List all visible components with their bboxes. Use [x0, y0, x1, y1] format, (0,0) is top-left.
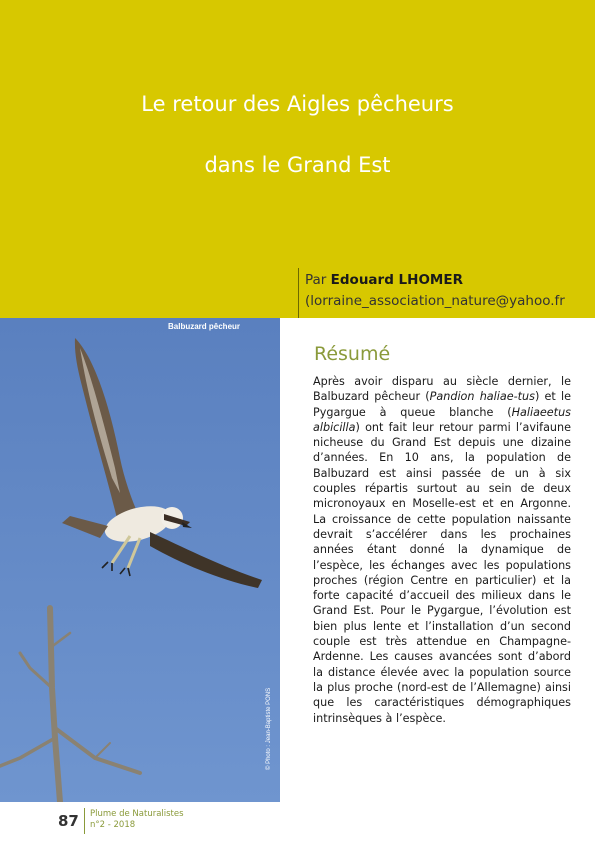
author-prefix: Par	[305, 272, 327, 288]
abstract-part-2: ) et le Pygargue à queue blanche (	[313, 390, 571, 419]
abstract-text	[313, 374, 571, 726]
author-email: (lorraine_association_nature@yahoo.fr	[305, 293, 565, 309]
article-title-line-2: dans le Grand Est	[204, 153, 391, 177]
journal-name: Plume de Naturalistes	[90, 809, 184, 819]
osprey-illustration	[0, 318, 280, 802]
photo-credit: © Photo : Jean-Baptiste PONS	[266, 687, 272, 770]
photo-caption: Balbuzard pêcheur	[168, 322, 241, 331]
journal-info	[90, 809, 184, 831]
author-name: Edouard LHOMER	[330, 272, 463, 288]
author-line	[305, 271, 463, 289]
abstract-heading: Résumé	[314, 343, 391, 365]
species-name-osprey: Pandion haliae-tus	[429, 390, 535, 404]
species-name-eagle: Haliaeetus albicilla	[313, 405, 571, 434]
footer-divider	[84, 808, 85, 834]
page-number: 87	[58, 812, 79, 830]
article-title-line-1: Le retour des Aigles pêcheurs	[141, 92, 454, 116]
journal-issue: n°2 - 2018	[90, 820, 136, 830]
author-divider	[298, 268, 299, 318]
abstract-part-1: Après avoir disparu au siècle dernier, le Balbuzard pêcheur (	[313, 375, 571, 404]
abstract-part-3: ) ont fait leur retour parmi l’avifaune nicheuse du Grand Est depuis une dizaine d’années. En 10 ans, la population de Balbuzard est ainsi passée de un à six couples répartis surtout au sein de deux micronoyaux en Moselle-est et en Argonne. La croissance de cette population naissante devrait s’accélérer dans les prochaines années étant donné la dynamique de l’espèce, les échanges avec les populations proches (région Centre en particulier) et la forte capacité d’accueil des milieux dans le Grand Est. Pour le Pygargue, l’évolution est bien plus lente et l’installation d’un second couple est très attendue en Champagne-Ardenne. Les causes avancées sont d’abord la distance élevée avec la population source la plus proche (nord-est de l’Allemagne) ainsi que les caractéristiques démographiques intrinsèques à l’espèce.	[313, 420, 571, 725]
osprey-photo	[0, 318, 280, 802]
